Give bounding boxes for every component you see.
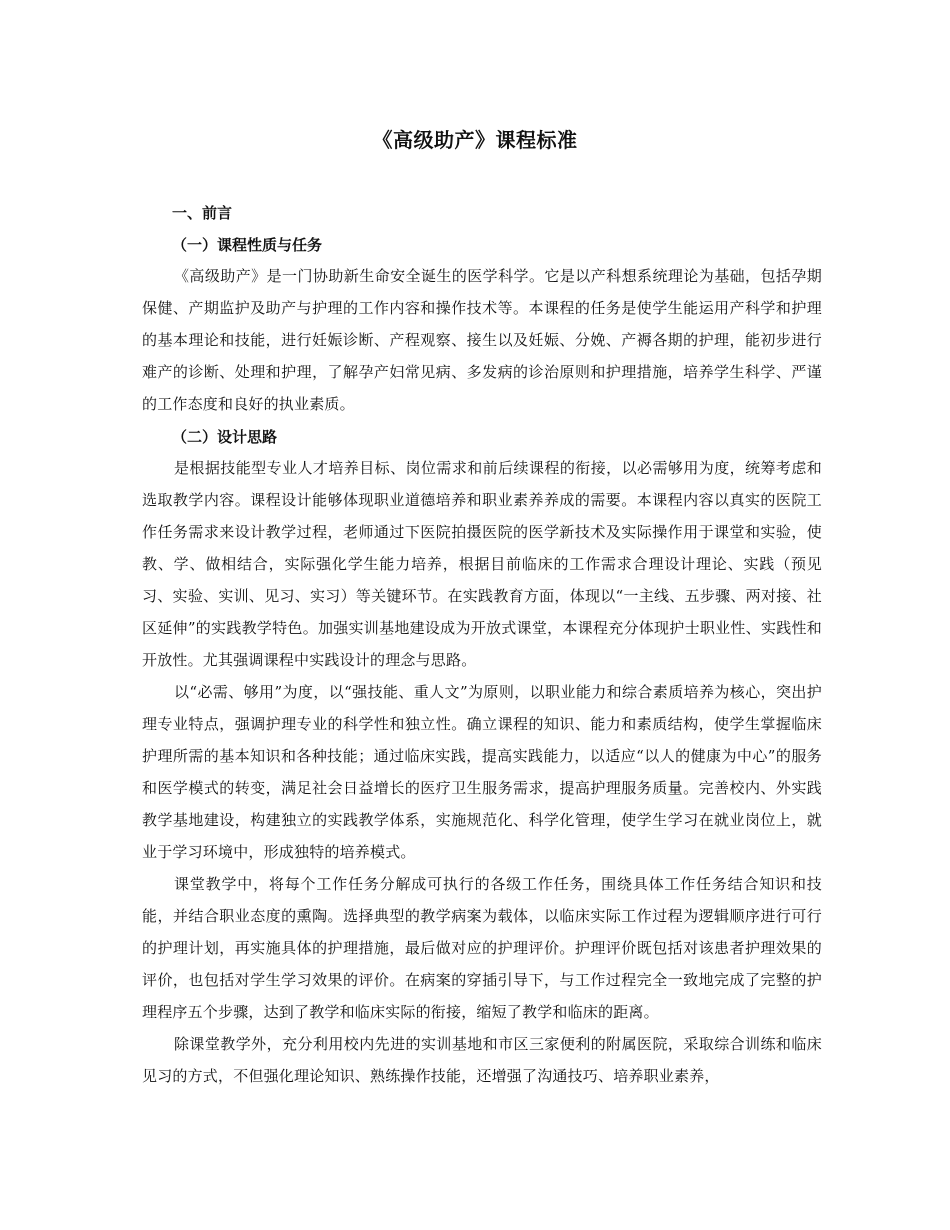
subsection-heading-course-nature: （一）课程性质与任务 [172, 236, 323, 254]
document-title: 《高级助产》课程标准 [372, 128, 578, 152]
paragraph-course-nature: 《高级助产》是一门协助新生命安全诞生的医学科学。它是以产科想系统理论为基础，包括孕期保健、产期监护及助产与护理的工作内容和操作技术等。本课程的任务是使学生能运用产科学和护理的基本理论和技能，进行妊娠诊断、产程观察、接生以及妊娠、分娩、产褥各期的护理，能初步进行难产的诊断、处理和护理，了解孕产妇常见病、多发病的诊治原则和护理措施，培养学生科学、严谨的工作态度和良好的执业素质。 [142, 267, 822, 413]
paragraph-design-idea: 是根据技能型专业人才培养目标、岗位需求和前后续课程的衔接，以必需够用为度，统筹考虑和选取教学内容。课程设计能够体现职业道德培养和职业素养养成的需要。本课程内容以真实的医院工作任务需求来设计教学过程，老师通过下医院拍摄医院的医学新技术及实际操作用于课堂和实验，使教、学、做相结合，实际强化学生能力培养，根据目前临床的工作需求合理设计理论、实践（预见习、实验、实训、见习、实习）等关键环节。在实践教育方面，体现以“一主线、五步骤、两对接、社区延伸”的实践教学特色。加强实训基地建设成为开放式课堂，本课程充分体现护士职业性、实践性和开放性。尤其强调课程中实践设计的理念与思路。 [142, 459, 822, 669]
section-heading-preface: 一、前言 [172, 204, 233, 222]
paragraph-practical-training: 除课堂教学外，充分利用校内先进的实训基地和市区三家便利的附属医院，采取综合训练和临床见习的方式，不但强化理论知识、熟练操作技能，还增强了沟通技巧、培养职业素养， [142, 1035, 822, 1085]
paragraph-principles: 以“必需、够用”为度，以“强技能、重人文”为原则，以职业能力和综合素质培养为核心，突出护理专业特点，强调护理专业的科学性和独立性。确立课程的知识、能力和素质结构，使学生掌握临床护理所需的基本知识和各种技能；通过临床实践，提高实践能力，以适应“以人的健康为中心”的服务和医学模式的转变，满足社会日益增长的医疗卫生服务需求，提高护理服务质量。完善校内、外实践教学基地建设，构建独立的实践教学体系，实施规范化、科学化管理，使学生学习在就业岗位上，就业于学习环境中，形成独特的培养模式。 [142, 683, 822, 861]
subsection-heading-design-idea: （二）设计思路 [172, 428, 278, 446]
document-body [142, 198, 822, 1092]
paragraph-classroom-teaching: 课堂教学中，将每个工作任务分解成可执行的各级工作任务，围绕具体工作任务结合知识和技能，并结合职业态度的熏陶。选择典型的教学病案为载体，以临床实际工作过程为逻辑顺序进行可行的护理计划，再实施具体的护理措施，最后做对应的护理评价。护理评价既包括对该患者护理效果的评价，也包括对学生学习效果的评价。在病案的穿插引导下，与工作过程完全一致地完成了完整的护理程序五个步骤，达到了教学和临床实际的衔接，缩短了教学和临床的距离。 [142, 875, 822, 1021]
